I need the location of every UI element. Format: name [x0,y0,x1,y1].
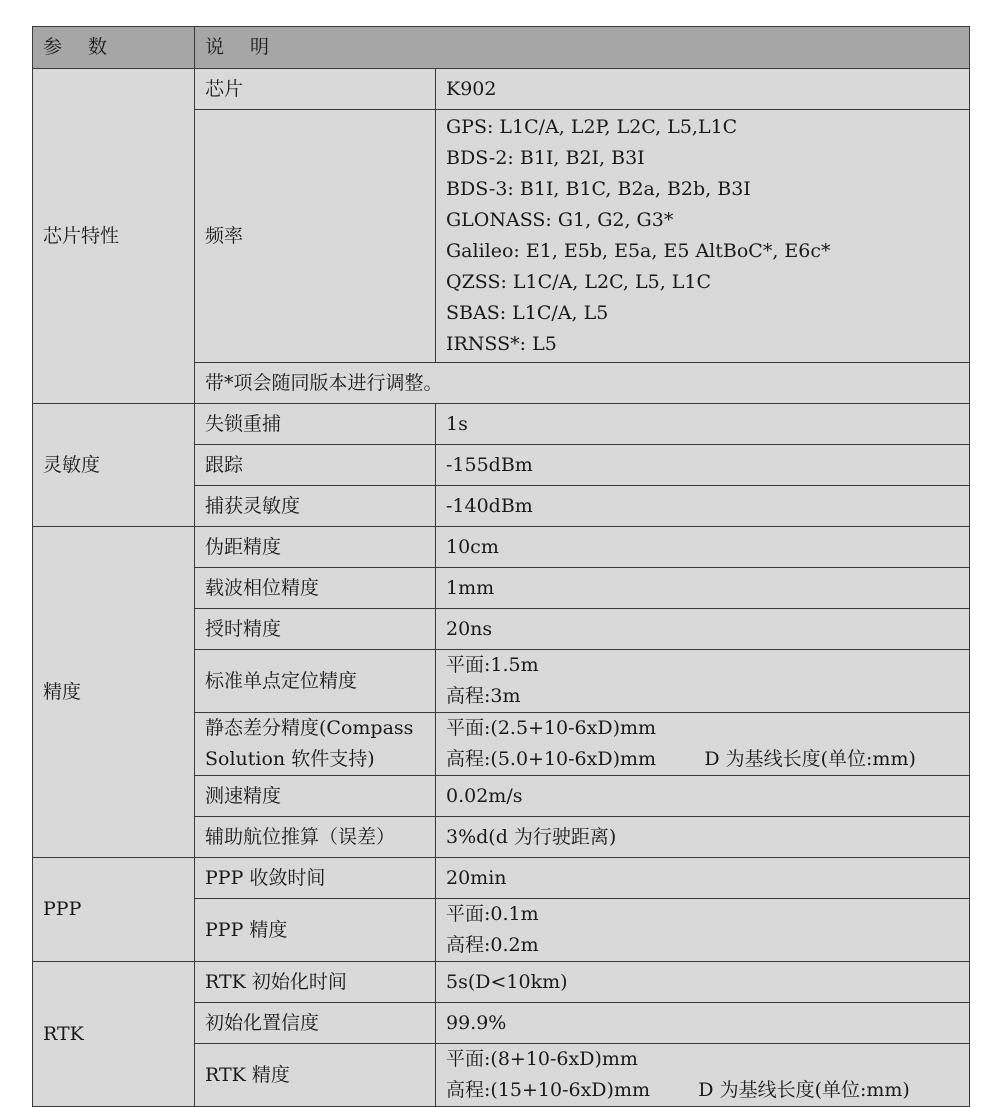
row-label: 测速精度 [195,776,436,817]
value-line: Galileo: E1, E5b, E5a, E5 AltBoC*, E6c* [446,240,831,262]
table-row [33,69,970,110]
row-label: RTK 初始化时间 [195,962,436,1003]
value-line: GLONASS: G1, G2, G3* [446,209,674,231]
header-row [33,27,970,69]
header-desc: 说 明 [195,27,970,69]
row-value: 10cm [436,527,970,568]
row-value [436,713,970,776]
row-label: 失锁重捕 [195,404,436,445]
row-value [436,650,970,713]
value-line: 高程:3m [446,685,521,707]
row-label: 标准单点定位精度 [195,650,436,713]
value-line: BDS-3: B1I, B1C, B2a, B2b, B3I [446,178,751,200]
row-label: 载波相位精度 [195,568,436,609]
group-name: 灵敏度 [33,404,195,527]
table-row [33,962,970,1003]
value-line: SBAS: L1C/A, L5 [446,302,609,324]
value-line: 高程:(5.0+10-6xD)mm D 为基线长度(单位:mm) [446,748,916,770]
value-line: BDS-2: B1I, B2I, B3I [446,147,645,169]
row-label: 伪距精度 [195,527,436,568]
group-name: 精度 [33,527,195,858]
value-line: 高程:0.2m [446,934,539,956]
row-value: -155dBm [436,445,970,486]
row-label: 跟踪 [195,445,436,486]
row-label: 频率 [195,110,436,363]
row-label: PPP 收敛时间 [195,858,436,899]
value-line: 平面:(8+10-6xD)mm [446,1048,638,1070]
row-value: K902 [436,69,970,110]
row-value: 99.9% [436,1003,970,1044]
label-line: Solution 软件支持) [205,748,375,770]
value-line: 平面:(2.5+10-6xD)mm [446,717,657,739]
header-param: 参 数 [33,27,195,69]
table-row [33,527,970,568]
row-label: 辅助航位推算（误差） [195,817,436,858]
row-label: 捕获灵敏度 [195,486,436,527]
table-row [33,858,970,899]
row-value: -140dBm [436,486,970,527]
group-name: RTK [33,962,195,1107]
row-value: 20min [436,858,970,899]
value-line: 高程:(15+10-6xD)mm D 为基线长度(单位:mm) [446,1079,910,1101]
value-line: 平面:1.5m [446,654,539,676]
row-value [436,899,970,962]
row-value: 20ns [436,609,970,650]
group-name: 芯片特性 [33,69,195,404]
row-label [195,713,436,776]
value-line: 平面:0.1m [446,903,539,925]
row-label: 授时精度 [195,609,436,650]
row-value: 3%d(d 为行驶距离) [436,817,970,858]
group-name: PPP [33,858,195,962]
row-value [436,1044,970,1107]
row-label: RTK 精度 [195,1044,436,1107]
value-line: IRNSS*: L5 [446,333,557,355]
row-value: 5s(D<10km) [436,962,970,1003]
row-label: PPP 精度 [195,899,436,962]
row-value: 0.02m/s [436,776,970,817]
value-line: QZSS: L1C/A, L2C, L5, L1C [446,271,712,293]
row-value: 1mm [436,568,970,609]
value-line: GPS: L1C/A, L2P, L2C, L5,L1C [446,116,738,138]
label-line: 静态差分精度(Compass [205,717,414,739]
table-row [33,404,970,445]
row-label: 初始化置信度 [195,1003,436,1044]
row-label: 芯片 [195,69,436,110]
note-cell: 带*项会随同版本进行调整。 [195,363,970,404]
row-value [436,110,970,363]
spec-table [32,26,970,1107]
row-value: 1s [436,404,970,445]
